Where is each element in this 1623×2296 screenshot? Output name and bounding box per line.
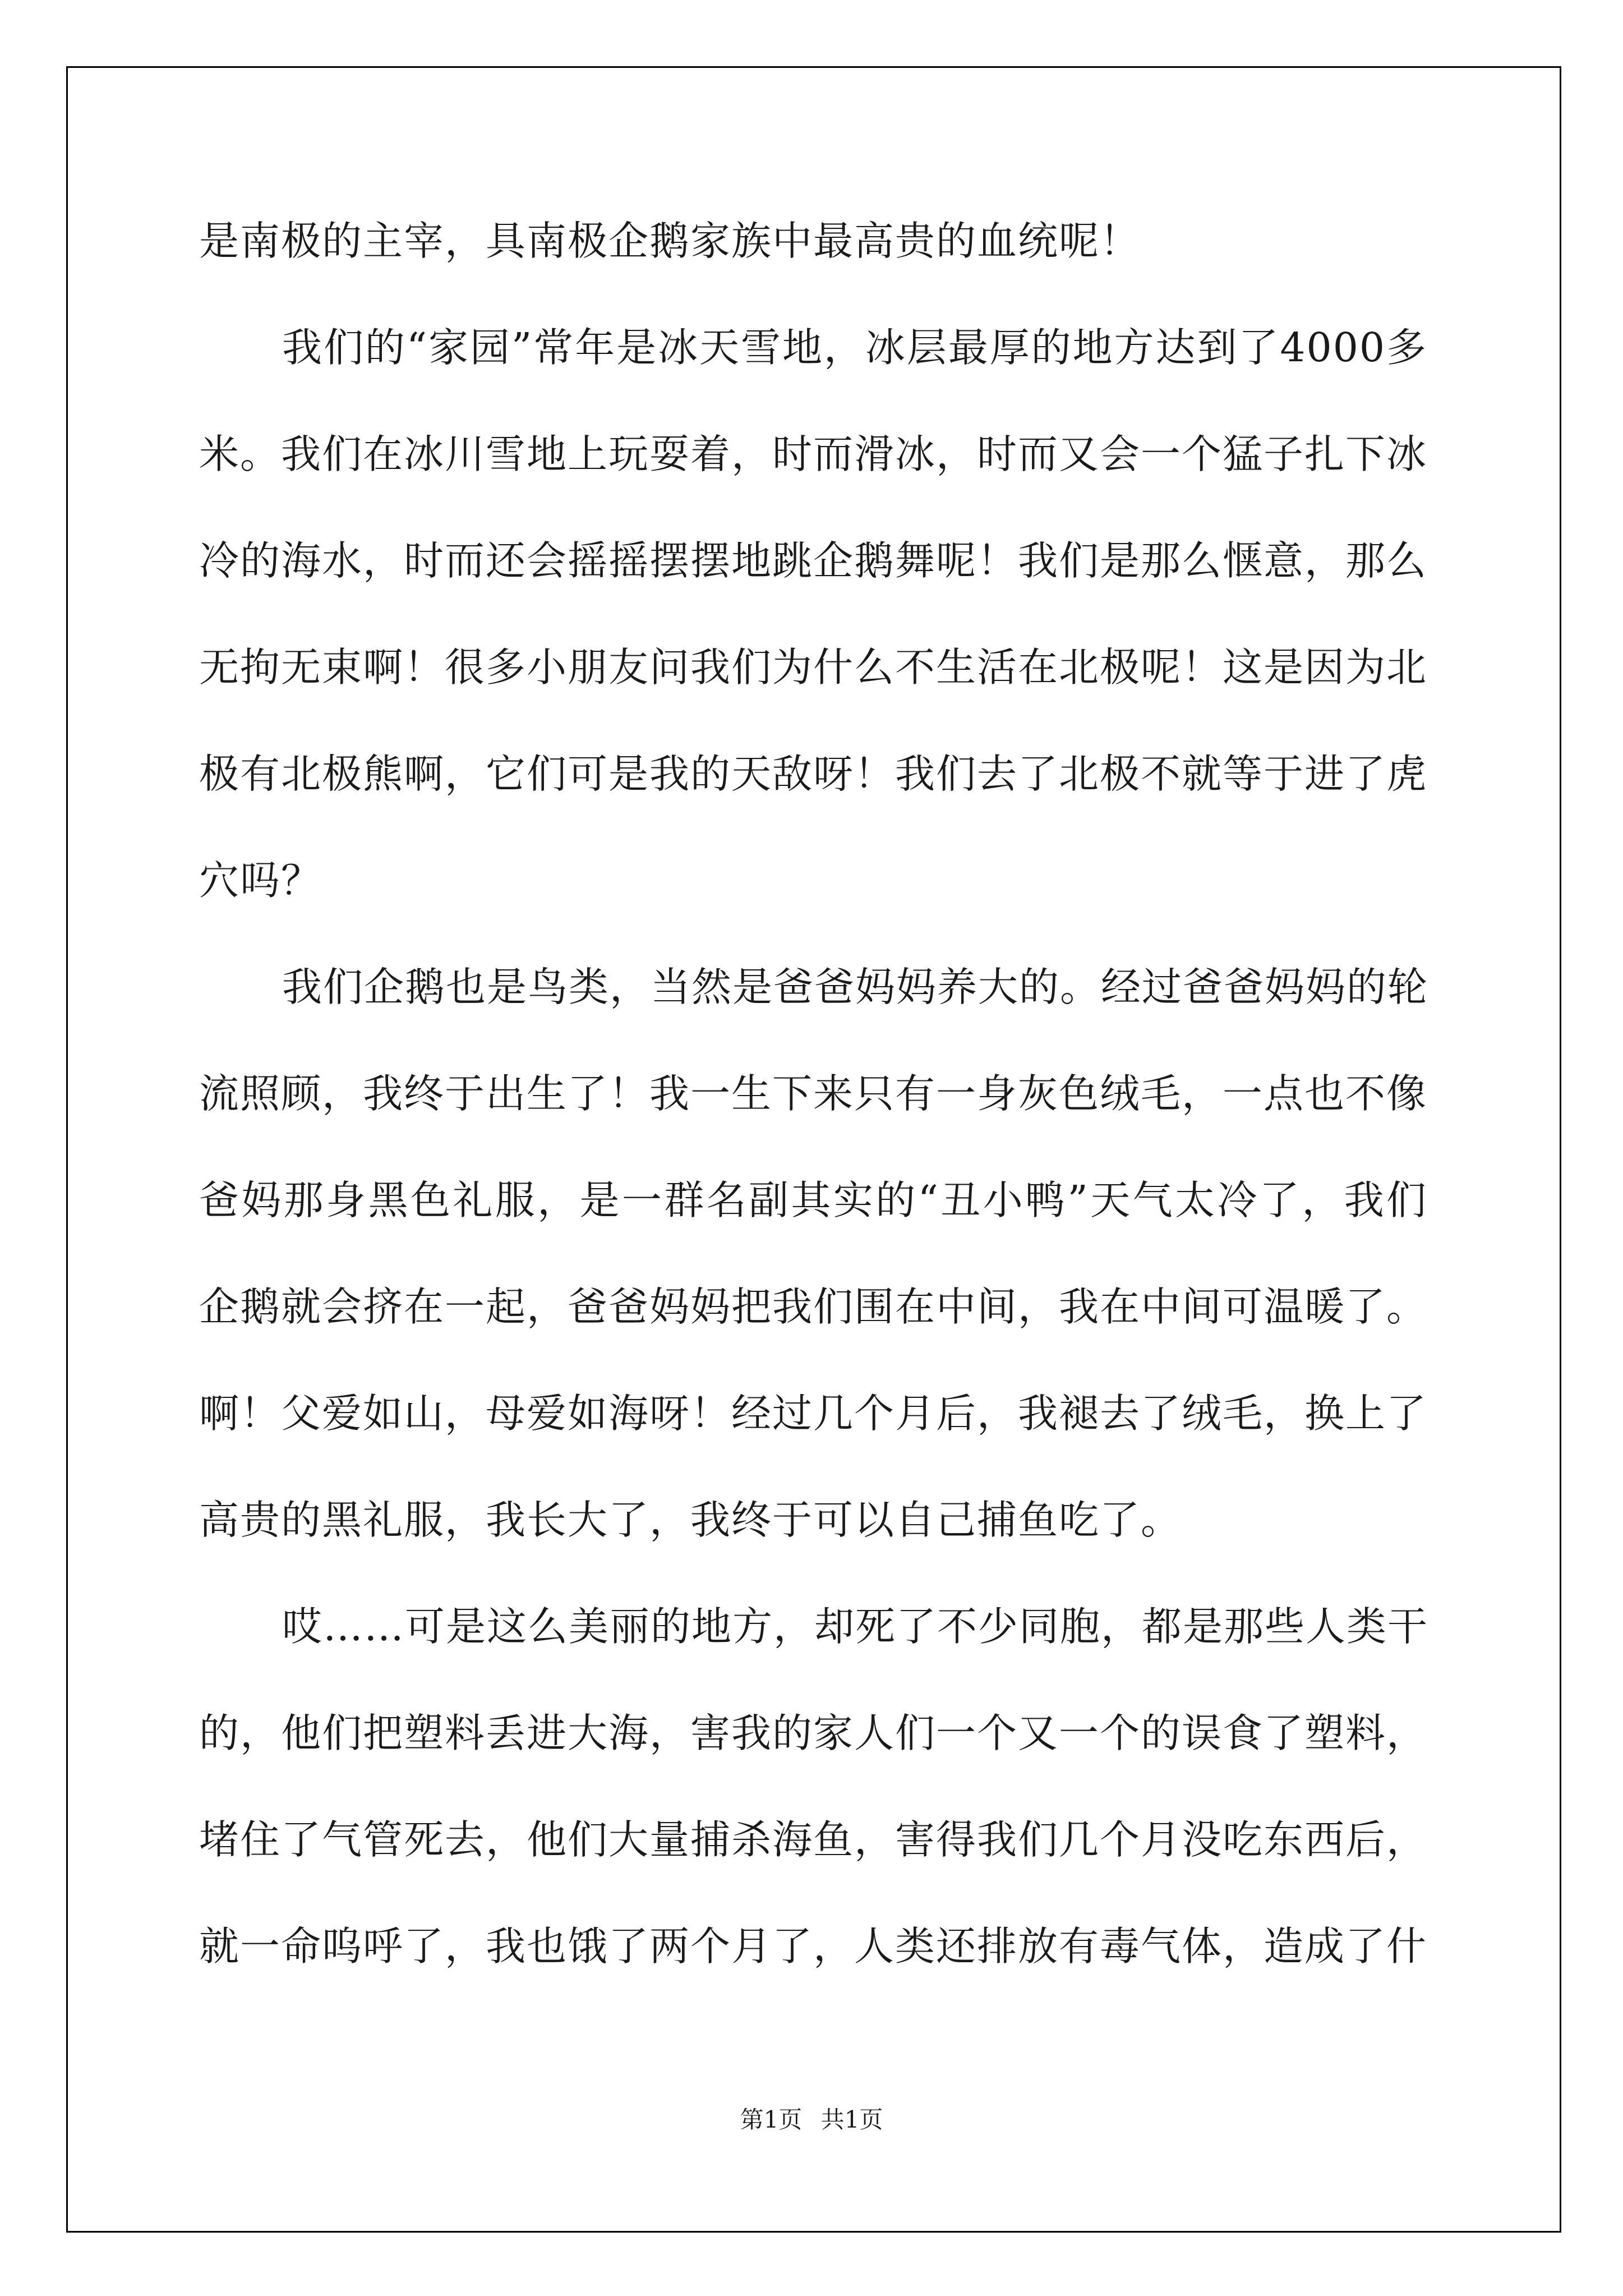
text-line: 是南极的主宰，具南极企鹅家族中最高贵的血统呢！ (199, 218, 1141, 264)
text-line: 无拘无束啊！很多小朋友问我们为什么不生活在北极呢！这是因为北 (199, 644, 1428, 691)
page-number-total: 共1页 (820, 2106, 883, 2133)
text-line: 堵住了气管死去，他们大量捕杀海鱼，害得我们几个月没吃东西后， (199, 1816, 1428, 1863)
text-line: 穴吗？ (199, 857, 322, 904)
text-line: 流照顾，我终于出生了！我一生下来只有一身灰色绒毛，一点也不像 (199, 1070, 1428, 1117)
text-line: 就一命呜呼了，我也饿了两个月了，人类还排放有毒气体，造成了什 (199, 1923, 1428, 1970)
text-line: 哎……可是这么美丽的地方，却死了不少同胞，都是那些人类干 (282, 1603, 1429, 1650)
text-line: 的，他们把塑料丢进大海，害我的家人们一个又一个的误食了塑料， (199, 1710, 1428, 1756)
page-footer (0, 2101, 1623, 2135)
text-line: 极有北极熊啊，它们可是我的天敌呀！我们去了北极不就等于进了虎 (199, 751, 1428, 797)
text-line: 冷的海水，时而还会摇摇摆摆地跳企鹅舞呢！我们是那么惬意，那么 (199, 537, 1428, 584)
text-line: 我们的“家园”常年是冰天雪地，冰层最厚的地方达到了4000多 (282, 324, 1427, 371)
text-line: 我们企鹅也是鸟类，当然是爸爸妈妈养大的。经过爸爸妈妈的轮 (282, 964, 1429, 1010)
text-line: 啊！父爱如山，母爱如海呀！经过几个月后，我褪去了绒毛，换上了 (199, 1390, 1428, 1437)
page-number-current: 第1页 (740, 2106, 803, 2133)
text-line: 米。我们在冰川雪地上玩耍着，时而滑冰，时而又会一个猛子扎下冰 (199, 431, 1428, 477)
text-line: 企鹅就会挤在一起，爸爸妈妈把我们围在中间，我在中间可温暖了。 (199, 1283, 1428, 1330)
document-body (199, 213, 1427, 2025)
text-line: 高贵的黑礼服，我长大了，我终于可以自己捕鱼吃了。 (199, 1497, 1182, 1543)
text-line: 爸妈那身黑色礼服，是一群名副其实的“丑小鸭”天气太冷了，我们 (199, 1177, 1427, 1223)
